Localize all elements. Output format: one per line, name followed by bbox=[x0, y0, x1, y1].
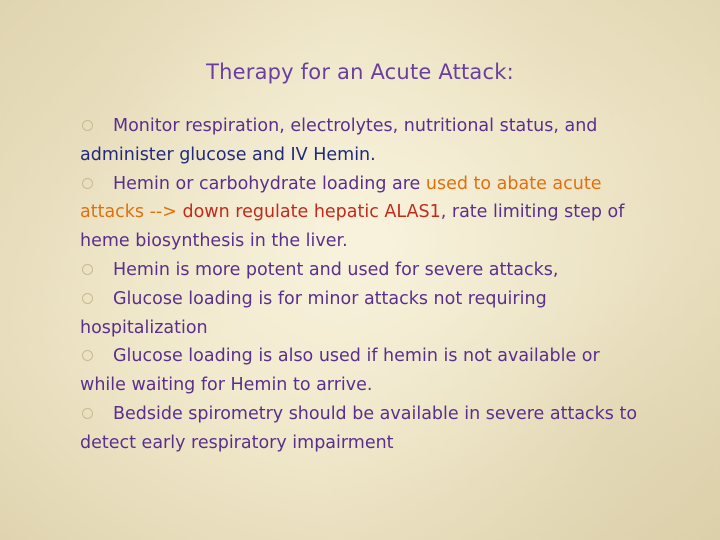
circle-bullet-icon bbox=[82, 264, 93, 275]
circle-bullet-icon bbox=[82, 293, 93, 304]
emphasis-text: administer glucose and IV Hemin bbox=[80, 144, 371, 165]
bullet-item: Bedside spirometry should be available in severe attacks to detect early respiratory impairment bbox=[80, 403, 638, 453]
bullet-item: Hemin is more potent and used for severe attacks, bbox=[80, 256, 640, 285]
circle-bullet-icon bbox=[82, 178, 93, 189]
emphasis-text: down regulate hepatic ALAS1 bbox=[182, 202, 441, 223]
bullet-item: Monitor respiration, electrolytes, nutritional status, and administer glucose and IV Hemin. bbox=[80, 116, 598, 165]
bullet-list bbox=[80, 112, 640, 458]
circle-bullet-icon bbox=[82, 408, 93, 419]
bullet-item: Hemin or carbohydrate loading are used to abate acute attacks --> down regulate hepatic ALAS1, rate limiting step of heme biosynthesis in the liver. bbox=[80, 173, 625, 252]
circle-bullet-icon bbox=[82, 120, 93, 131]
slide-title: Therapy for an Acute Attack: bbox=[206, 60, 514, 84]
circle-bullet-icon bbox=[82, 350, 93, 361]
bullet-item: Glucose loading is also used if hemin is not available or while waiting for Hemin to arrive. bbox=[80, 346, 600, 396]
bullet-item: Glucose loading is for minor attacks not requiring hospitalization bbox=[80, 288, 547, 338]
emphasis-text: used to abate acute attacks --> bbox=[80, 173, 602, 223]
